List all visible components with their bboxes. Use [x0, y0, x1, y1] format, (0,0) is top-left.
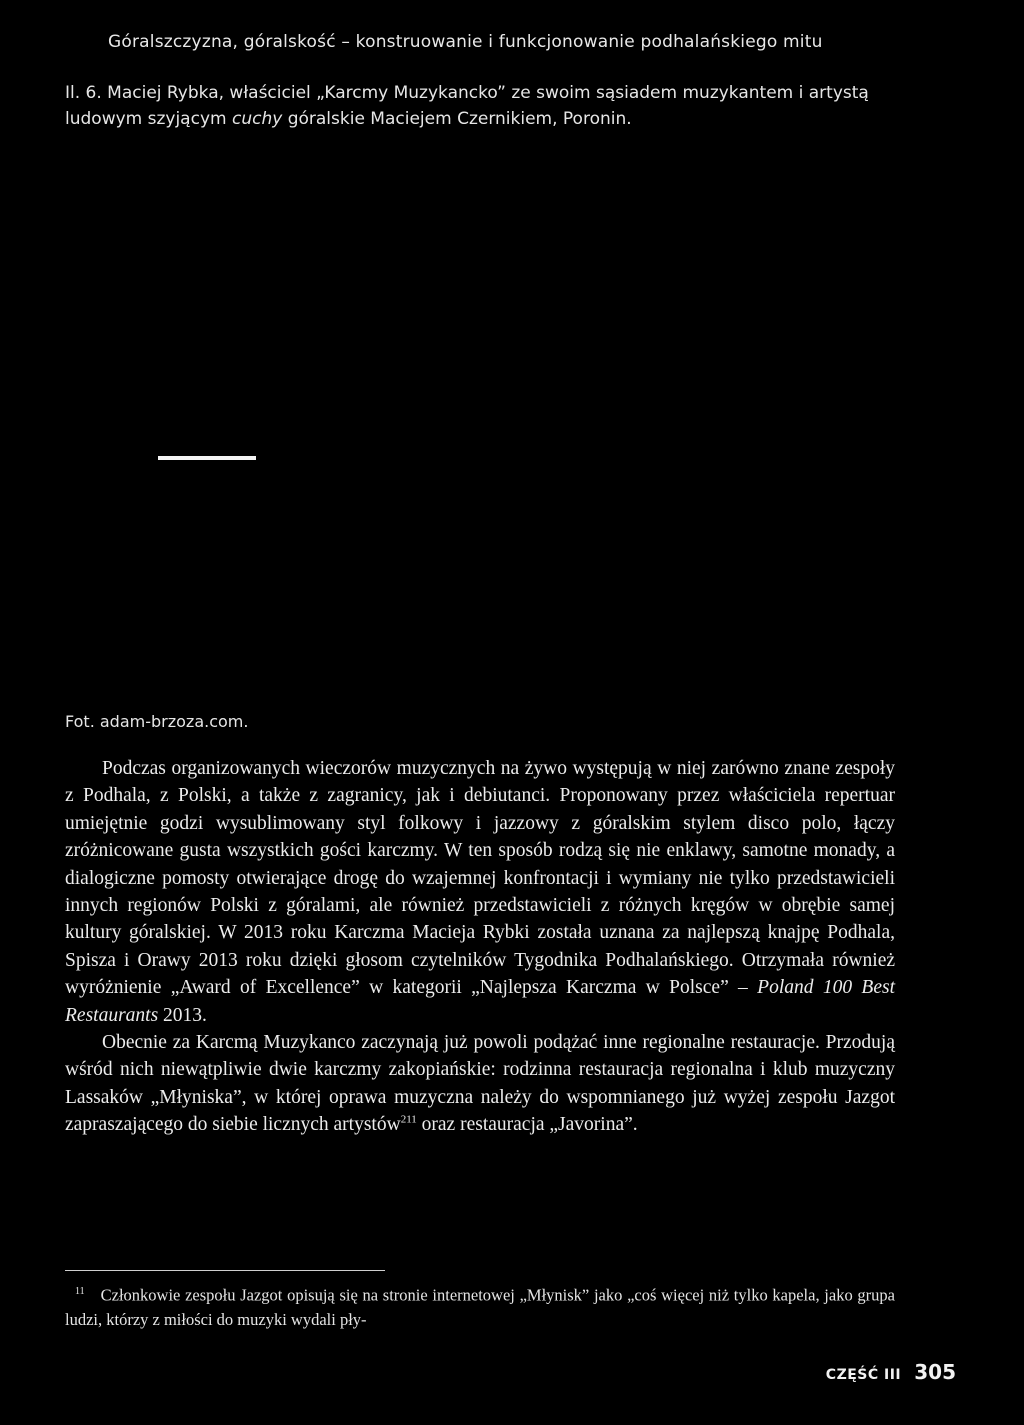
- part-label: CZĘŚĆ III: [825, 1367, 902, 1383]
- figure-caption: [65, 80, 925, 132]
- footnote-divider: [65, 1270, 385, 1271]
- paragraph-1-text-a: Podczas organizowanych wieczorów muzycznych na żywo występują w niej zarówno znane zespoły z Podhala, z Polski, a także z zagranicy, jak i debiutanci. Proponowany przez właściciela repertuar umiejętnie godzi wysublimowany styl folkowy i jazzowy z góralskim stylem disco polo, łączy zróżnicowane gusta wszystkich gości karczmy. W ten sposób rodzą się nie enklawy, samotne monady, a dialogiczne pomosty otwierające drogę do wzajemnej konfrontacji i wymiany nie tylko przedstawicieli innych regionów Polski z góralami, ale również przedstawicieli z różnych kręgów w obrębie samej kultury góralskiej. W 2013 roku Karczma Macieja Rybki została uznana za najlepszą knajpę Podhala, Spisza i Orawy 2013 roku dzięki głosom czytelników Tygodnika Podhalańskiego. Otrzymała również wyróżnienie „Award of Excellence” w kategorii „Najlepsza Karczma w Polsce” –: [65, 758, 895, 999]
- photo-highlight-line: [158, 456, 256, 460]
- caption-text-2: góralskie Maciejem Czernikiem, Poronin.: [282, 109, 632, 129]
- body-text: [65, 755, 895, 1139]
- page-footer: [826, 1360, 956, 1384]
- footnote-number: 11: [75, 1286, 85, 1297]
- page-number: 305: [914, 1360, 956, 1384]
- paragraph-1: [65, 755, 895, 1029]
- footnote-reference[interactable]: 211: [400, 1113, 417, 1126]
- running-header: Góralszczyzna, góralskość – konstruowanie i funkcjonowanie podhalańskiego mitu: [108, 32, 823, 52]
- photograph: [65, 160, 960, 700]
- paragraph-1-italic: Poland 100 Best Restaurants: [65, 977, 895, 1026]
- footnote: [65, 1280, 895, 1332]
- paragraph-2-text-a: Obecnie za Karcmą Muzykanco zaczynają już powoli podążać inne regionalne restauracje. Przodują wśród nich niewątpliwie dwie karczmy zakopiańskie: rodzinna restauracja regionalna i klub muzyczny Lassaków „Młyniska”, w której oprawa muzyczna należy do wspomnianego już wyżej zespołu Jazgot zapraszającego do siebie licznych artystów: [65, 1032, 895, 1136]
- caption-italic: cuchy: [231, 109, 283, 129]
- photo-credit: Fot. adam-brzoza.com.: [65, 712, 249, 731]
- footnote-text: Członkowie zespołu Jazgot opisują się na stronie internetowej „Młynisk” jako „coś więcej niż tylko kapela, jako grupa ludzi, którzy z miłości do muzyki wydali pły-: [65, 1285, 895, 1329]
- caption-text-1: Il. 6. Maciej Rybka, właściciel „Karcmy Muzykancko” ze swoim sąsiadem muzykantem i artystą ludowym szyjącym: [65, 83, 869, 129]
- paragraph-2-text-b: oraz restauracja „Javorina”.: [416, 1114, 638, 1136]
- paragraph-1-text-b: 2013.: [158, 1004, 207, 1026]
- paragraph-2: [65, 1029, 895, 1139]
